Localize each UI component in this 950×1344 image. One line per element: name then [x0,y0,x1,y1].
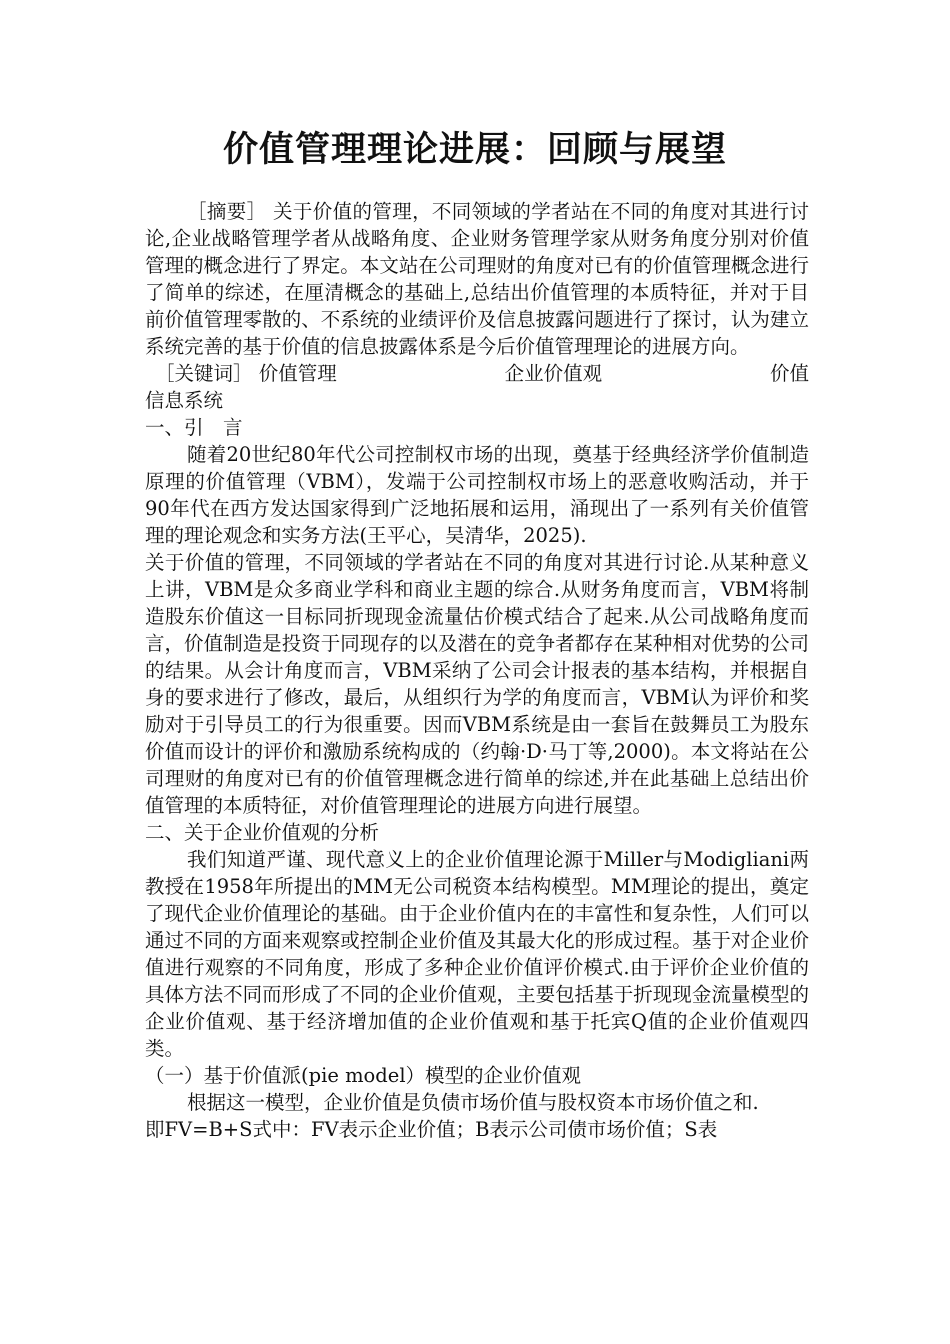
abstract-paragraph: ［摘要］ 关于价值的管理，不同领域的学者站在不同的角度对其进行讨论,企业战略管理学者从战略角度、企业财务管理学家从财务角度分别对价值管理的概念进行了界定。本文站在公司理财的角度对已有的价值管理概念进行了简单的综述，在厘清概念的基础上,总结出价值管理的本质特征，并对于目前价值管理零散的、不系统的业绩评价及信息披露问题进行了探讨，认为建立系统完善的基于价值的信息披露体系是今后价值管理理论的进展方向。 [145,200,809,358]
section-2-paragraph-1: 我们知道严谨、现代意义上的企业价值理论源于Miller与Modigliani两教授在1958年所提出的MM无公司税资本结构模型。MM理论的提出，奠定了现代企业价值理论的基础。由于企业价值内在的丰富性和复杂性，人们可以通过不同的方面来观察或控制企业价值及其最大化的形成过程。基于对企业价值进行观察的不同角度，形成了多种企业价值评价模式.由于评价企业价值的具体方法不同而形成了不同的企业价值观，主要包括基于折现现金流量模型的企业价值观、基于经济增加值的企业价值观和基于托宾Q值的企业价值观四类。 [145,848,809,1060]
subsection-1-heading: （一）基于价值派(pie model）模型的企业价值观 [145,1064,582,1087]
document-title: 价值管理理论进展：回顾与展望 [222,129,727,170]
section-1-heading: 一、引 言 [145,416,243,439]
subsection-1-paragraph-2: 即FV=B+S式中：FV表示企业价值；B表示公司债市场价值；S表 [145,1118,718,1141]
section-1-paragraph-2: 关于价值的管理，不同领域的学者站在不同的角度对其进行讨论.从某种意义上讲，VBM是众多商业学科和商业主题的综合.从财务角度而言，VBM将制造股东价值这一目标同折现现金流量估价模式结合了起来.从公司战略角度而言，价值制造是投资于同现存的以及潜在的竞争者都存在某种相对优势的公司的结果。从会计角度而言，VBM采纳了公司会计报表的基本结构，并根据自身的要求进行了修改，最后，从组织行为学的角度而言，VBM认为评价和奖励对于引导员工的行为很重要。因而VBM系统是由一套旨在鼓舞员工为股东价值而设计的评价和激励系统构成的（约翰·D·马丁等,2000)。本文将站在公司理财的角度对已有的价值管理概念进行简单的综述,并在此基础上总结出价值管理的本质特征，对价值管理理论的进展方向进行展望。 [145,551,809,817]
keyword-3-continued: 信息系统 [145,389,224,412]
document-body [145,198,809,1143]
keywords-label: ［关键词］ 价值管理 [155,362,337,385]
keyword-2: 企业价值观 [504,362,603,385]
keyword-3: 价值 [769,362,809,385]
section-2-heading: 二、关于企业价值观的分析 [145,821,380,844]
subsection-1-paragraph-1: 根据这一模型，企业价值是负债市场价值与股权资本市场价值之和. [187,1091,759,1114]
keywords-line [145,360,809,387]
section-1-paragraph-1: 随着20世纪80年代公司控制权市场的出现，奠基于经典经济学价值制造原理的价值管理（VBM），发端于公司控制权市场上的恶意收购活动，并于90年代在西方发达国家得到广泛地拓展和运用，涌现出了一系列有关价值管理的理论观念和实务方法(王平心，吴清华，2025). [145,443,809,547]
